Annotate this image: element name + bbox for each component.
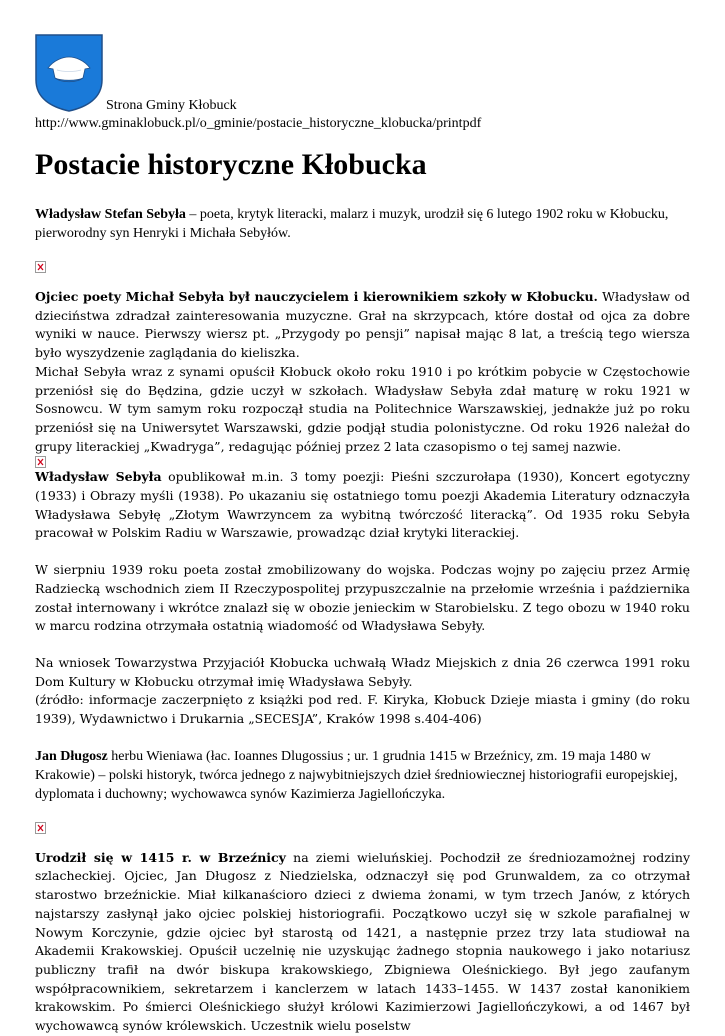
- broken-image-icon: [35, 456, 46, 468]
- sebyla-name-bold: Władysław Sebyła: [35, 469, 162, 485]
- article-body: [35, 205, 690, 1036]
- dlugosz-birth-heading: Urodził się w 1415 r. w Brzeźnicy: [35, 849, 286, 865]
- dlugosz-paragraph-1: [35, 849, 690, 1036]
- dlugosz-p1-text: na ziemi wieluńskiej. Pochodził ze średniozamożnej rodziny szlacheckiej. Ojciec, Jan Długosz z Niedzielska, odznaczył się pod Grunwaldem, za co otrzymał starostwo brzeźnickie. Miał kilkanaściorо dzieci z dwiema żonami, w tym trzech Janów, z których najstarszy zasłynął jako ojciec polskiej historiografii. Początkowo uczył się w szkole parafialnej w Nowym Korczynie, gdzie ojciec był starostą od 1421, a następnie przez trzy lata studiował na Akademii Krakowskiej. Opuścił uczelnię nie uzyskując żadnego stopnia naukowego i jako notariusz publiczny trafił na dwór biskupa krakowskiego, Zbigniewa Oleśnickiego. Był jego zaufanym współpracownikiem, sekretarzem i kanclerzem w latach 1433–1455. W 1437 został kanonikiem krakowskim. Po śmierci Oleśnickiego służył królowi Kazimierzowi Jagiellończykowi, a od 1467 był wychowawcą synów królewskich. Uczestnik wielu poselstw: [35, 849, 690, 1034]
- sebyla-paragraph-2: Michał Sebyła wraz z synami opuścił Kłobuck około roku 1910 i po krótkim pobycie w Częstochowie przeniósł się do Będzina, gdzie uczył w szkołach. Władysław Sebyła zdał maturę w roku 1921 w Sosnowcu. W tym samym roku rozpoczął studia na Politechnice Warszawskiej, jednakże już po roku przeniósł się na Uniwersytet Warszawski, gdzie podjął studia polonistyczne. Od roku 1926 należał do grupy literackiej „Kwadryga”, redagując później przez 2 lata czasopismo o tej samej nazwie.: [35, 363, 690, 454]
- sebyla-paragraph-4: W sierpniu 1939 roku poeta został zmobilizowany do wojska. Podczas wojny po zajęciu przez Armię Radziecką wschodnich ziem II Rzeczypospolitej przypuszczalnie na przełomie września i października został internowany i wkrótce znalazł się w obozie jenieckim w Starobielsku. Z tego obozu w 1940 roku w marcu rodzina otrzymała ostatnią wiadomość od Władysława Sebyły.: [35, 562, 690, 634]
- sebyla-father-heading: Ojciec poety Michał Sebyła był nauczycielem i kierownikiem szkoły w Kłobucku.: [35, 289, 598, 304]
- dlugosz-intro-text: herbu Wieniawa (łac. Ioannes Dlugossius ; ur. 1 grudnia 1415 w Brzeźnicy, zm. 19 maja 1480 w Krakowie) – polski historyk, twórca jednego z najwybitniejszych dzieł średniowiecznej historiografii europejskiej, dyplomata i duchowny; wychowawca synów Kazimierza Jagiellończyka.: [35, 748, 678, 802]
- sebyla-paragraph-1: [35, 288, 690, 363]
- site-name: Strona Gminy Kłobuck: [106, 98, 237, 113]
- sebyla-intro-text: – poeta, krytyk literacki, malarz i muzyk, urodził się 6 lutego 1902 roku w Kłobucku, pierworodny syn Henryki i Michała Sebyłów.: [35, 207, 669, 241]
- coat-of-arms-logo: [35, 34, 103, 112]
- sebyla-paragraph-5: Na wniosek Towarzystwa Przyjaciół Kłobucka uchwałą Władz Miejskich z dnia 26 czerwca 1991 roku Dom Kultury w Kłobucku otrzymał imię Władysława Sebyły.: [35, 654, 690, 689]
- sebyla-source: (źródło: informacje zaczerpnięto z książki pod red. F. Kiryka, Kłobuck Dzieje miasta i gminy (do roku 1939), Wydawnictwo i Drukarnia „SECESJA”, Kraków 1998 s.404-406): [35, 692, 690, 727]
- sebyla-intro-paragraph: [35, 205, 690, 243]
- sebyla-p3-text: opublikował m.in. 3 tomy poezji: Pieśni szczurołapa (1930), Koncert egotyczny (1933) i Obrazy myśli (1938). Po ukazaniu się ostatniego tomu poezji Akademia Literatury odznaczyła Władysława Sebyłę „Złotym Wawrzyncem za wybitną twórczość literacką”. Od 1935 roku Sebyła pracował w Polskim Radiu w Warszawie, prowadząc dział krytyki literackiej.: [35, 469, 690, 541]
- broken-image-icon: [35, 261, 46, 273]
- broken-image-icon: [35, 822, 46, 834]
- source-url[interactable]: http://www.gminaklobuck.pl/o_gminie/postacie_historyczne_klobucka/printpdf: [35, 116, 482, 131]
- dlugosz-name: Jan Długosz: [35, 748, 108, 764]
- sebyla-p1-text: Władysław od dzieciństwa zdradzał zainteresowania muzyczne. Grał na skrzypcach, które dostał od ojca za dobre wyniki w nauce. Pierwszy wiersz pt. „Przygody po pensji” napisał mając 8 lat, a treścią tego wiersza było wyszydzenie zaglądania do kieliszka.: [35, 289, 691, 361]
- page-title: Postacie historyczne Kłobucka: [35, 148, 427, 181]
- sebyla-paragraph-3: [35, 468, 690, 543]
- dlugosz-intro-paragraph: [35, 747, 690, 804]
- sebyla-name: Władysław Stefan Sebyła: [35, 207, 186, 222]
